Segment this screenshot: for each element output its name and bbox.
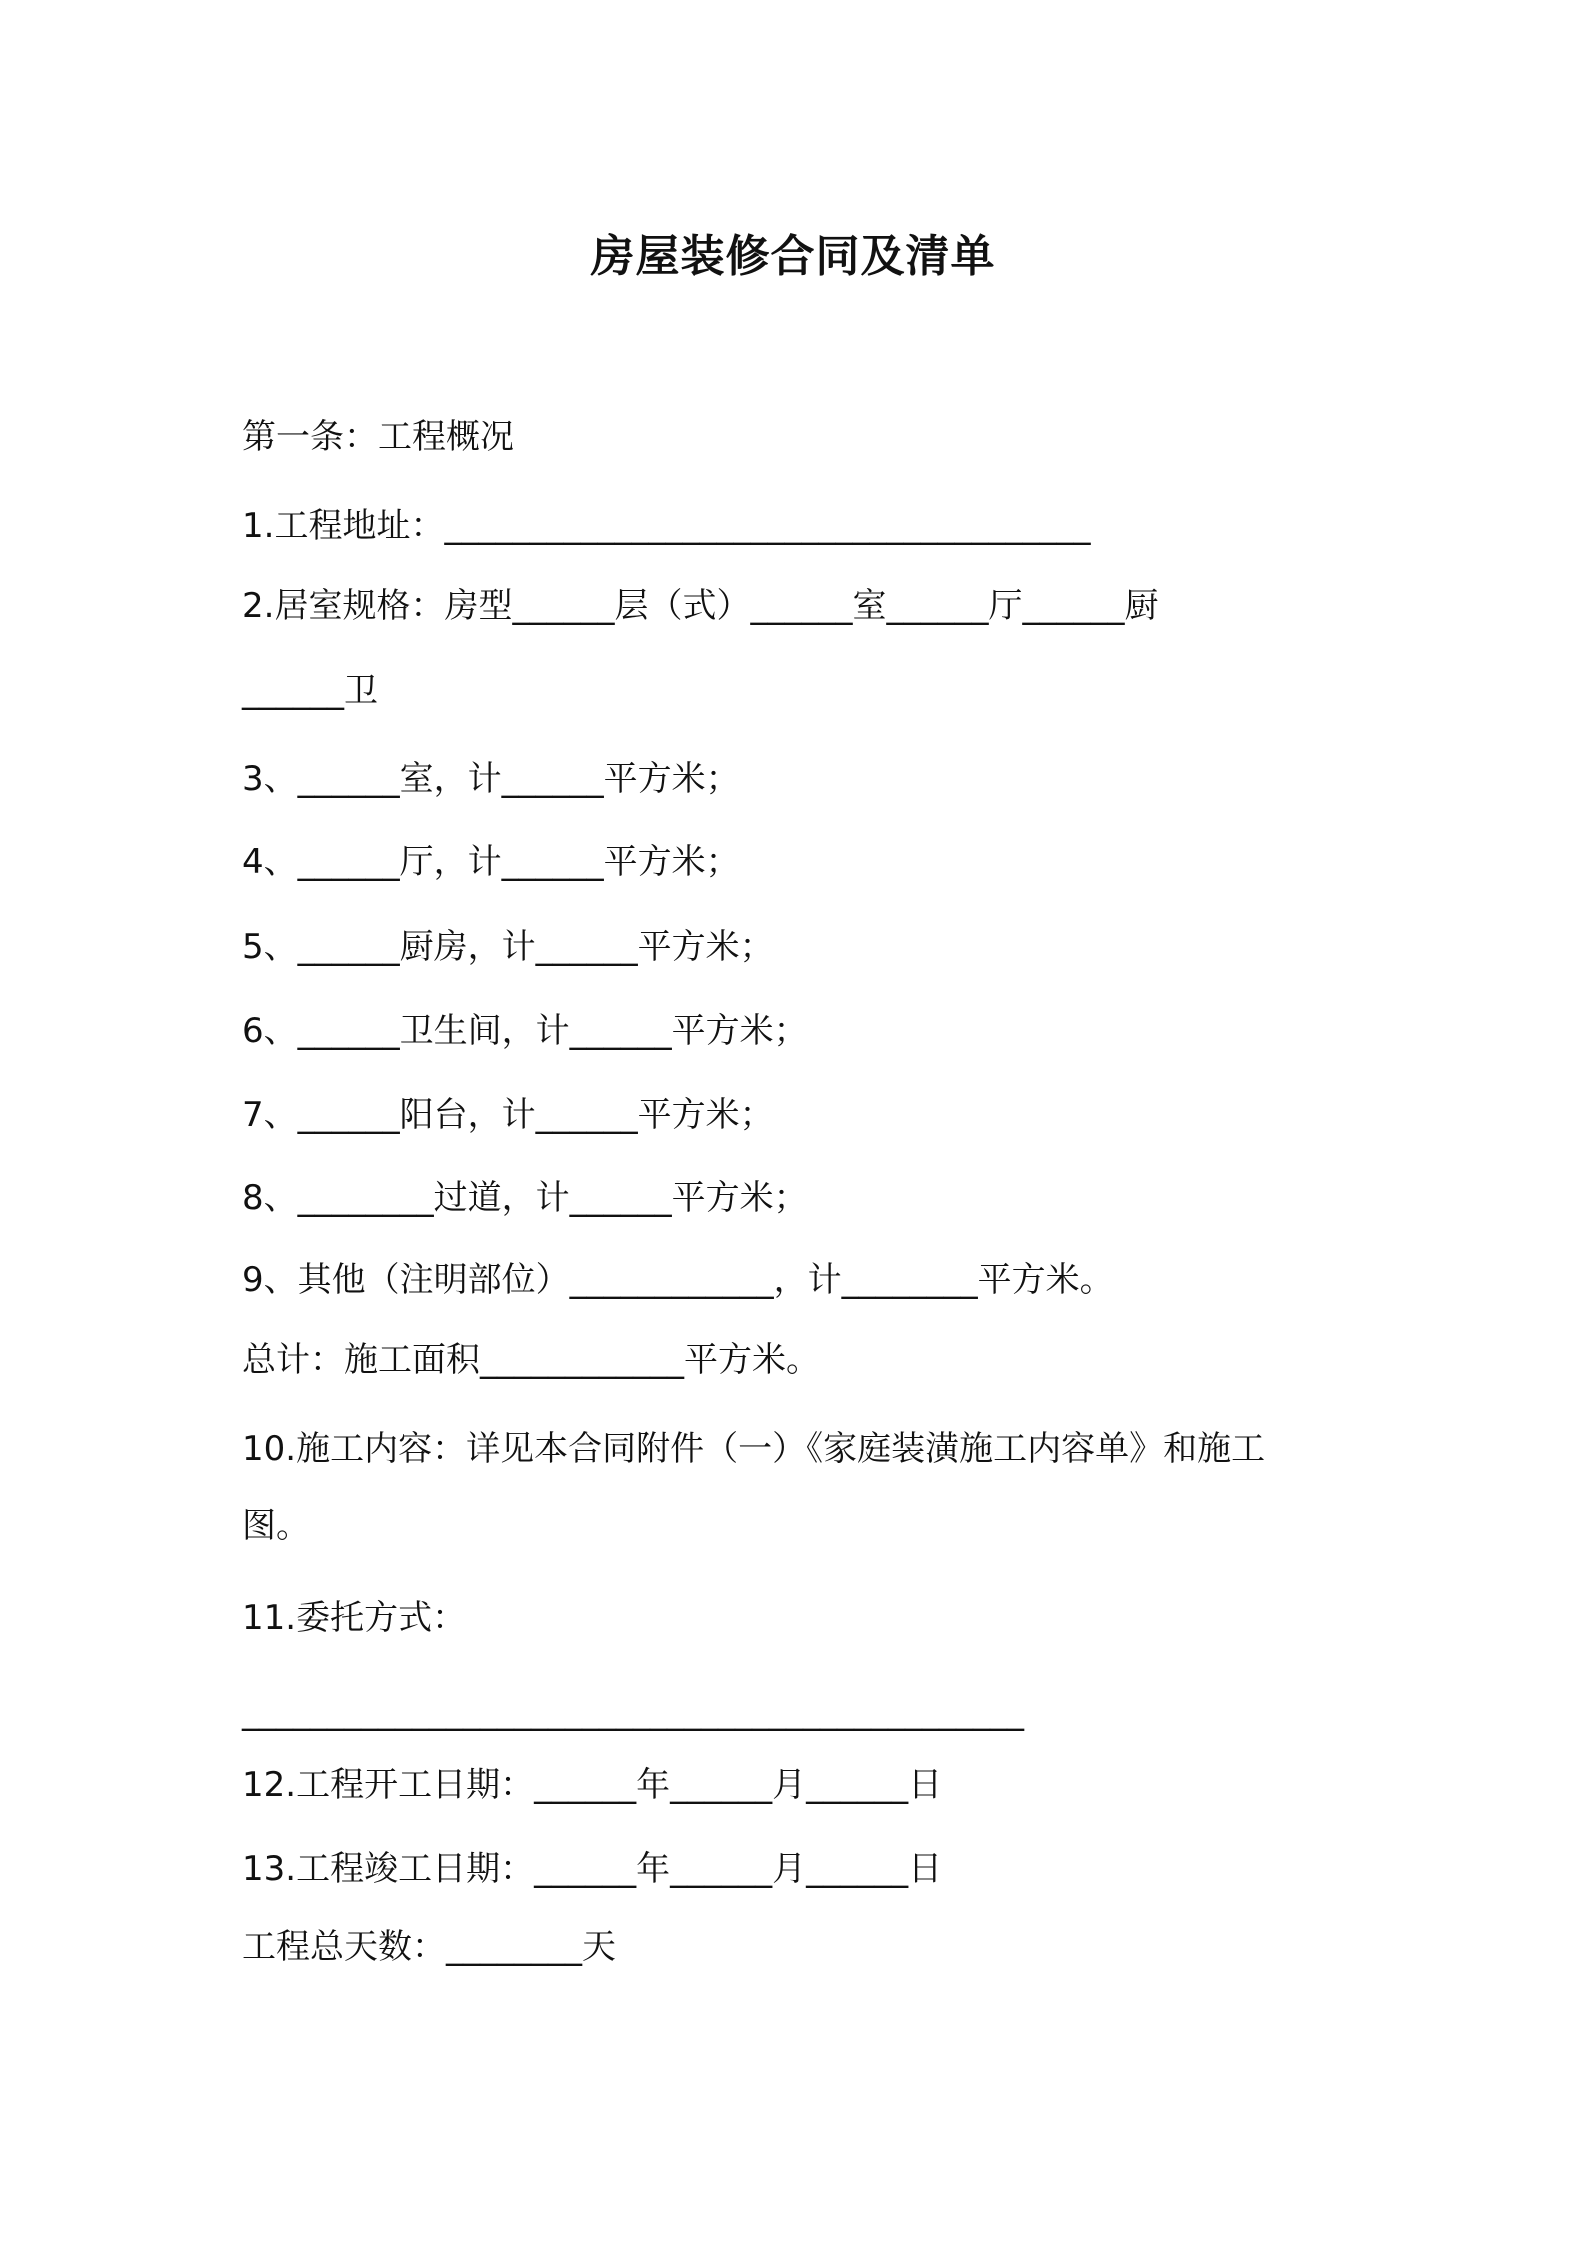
construction-content-line: 10.施工内容：详见本合同附件（一）《家庭装潢施工内容单》和施工 [242, 1429, 1266, 1469]
balcony-area-line: 7、______阳台，计______平方米； [242, 1095, 774, 1135]
kitchen-area-line: 5、______厨房，计______平方米； [242, 927, 774, 967]
bathroom-area-line: 6、______卫生间，计______平方米； [242, 1011, 808, 1051]
room-spec-line-cont: ______卫 [242, 671, 378, 711]
room-spec-line: 2.居室规格：房型______层（式）______室______厅______厨 [242, 586, 1159, 626]
section-heading: 第一条：工程概况 [242, 417, 514, 457]
total-days-line: 工程总天数：________天 [242, 1927, 616, 1967]
commission-method-line: 11.委托方式： [242, 1598, 467, 1638]
construction-content-line-cont: 图。 [242, 1506, 310, 1546]
commission-method-blank: ______________________________________________ [242, 1692, 1024, 1732]
other-area-line: 9、其他（注明部位）____________，计________平方米。 [242, 1260, 1114, 1300]
corridor-area-line: 8、________过道，计______平方米； [242, 1178, 808, 1218]
room-area-line: 3、______室，计______平方米； [242, 759, 740, 799]
hall-area-line: 4、______厅，计______平方米； [242, 842, 740, 882]
start-date-line: 12.工程开工日期：______年______月______日 [242, 1765, 943, 1805]
project-address-line: 1.工程地址：______________________________________ [242, 506, 1091, 546]
total-area-line: 总计：施工面积____________平方米。 [242, 1340, 820, 1380]
completion-date-line: 13.工程竣工日期：______年______月______日 [242, 1849, 943, 1889]
document-title: 房屋装修合同及清单 [590, 231, 996, 282]
